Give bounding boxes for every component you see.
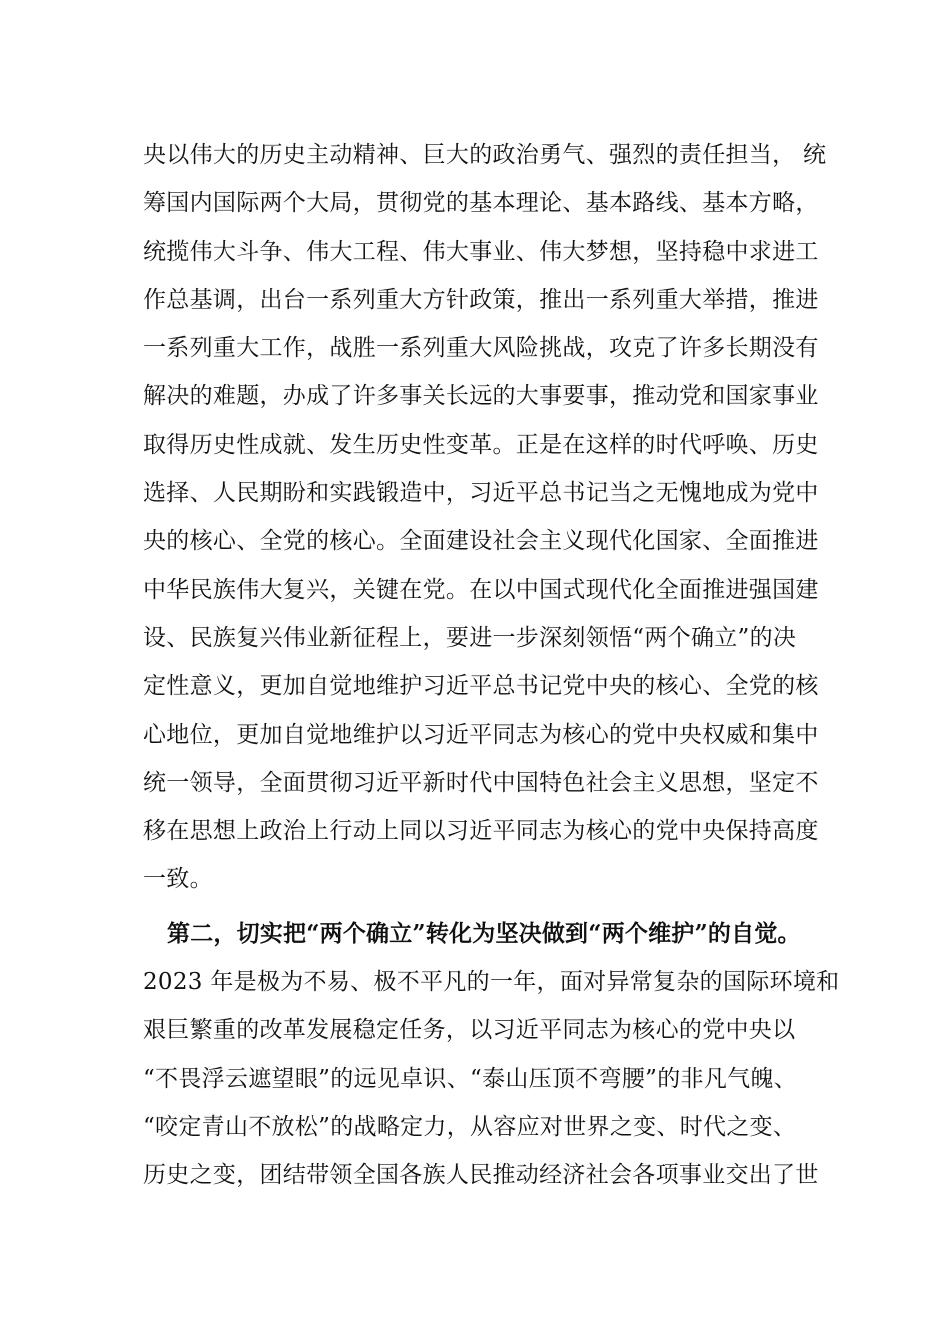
paragraph-2 xyxy=(143,910,840,1200)
text-line: “咬定青山不放松”的战略定力，从容应对世界之变、时代之变、 xyxy=(143,1113,797,1140)
text-line: 选择、人民期盼和实践锻造中，习近平总书记当之无愧地成为党中 xyxy=(143,480,819,507)
text-line: 2023 年是极为不易、极不平凡的一年，面对异常复杂的国际环境和 xyxy=(143,969,840,996)
paragraph-1 xyxy=(143,131,827,904)
text-line: 统一领导，全面贯彻习近平新时代中国特色社会主义思想，坚定不 xyxy=(143,769,819,796)
text-line: 作总基调，出台一系列重大方针政策，推出一系列重大举措，推进 xyxy=(143,286,819,313)
text-line: 心地位，更加自觉地维护以习近平同志为核心的党中央权威和集中 xyxy=(143,721,819,748)
section-heading: 第二，切实把“两个确立”转化为坚决做到“两个维护”的自觉。 xyxy=(167,919,801,947)
text-line: “不畏浮云遮望眼”的远见卓识、“泰山压顶不弯腰”的非凡气魄、 xyxy=(143,1065,798,1092)
text-line: 一致。 xyxy=(143,866,213,893)
text-line: 筹国内国际两个大局，贯彻党的基本理论、基本路线、基本方略， xyxy=(143,190,819,217)
text-line: 央的核心、全党的核心。全面建设社会主义现代化国家、全面推进 xyxy=(143,528,819,555)
text-line: 设、民族复兴伟业新征程上，要进一步深刻领悟“两个确立”的决 xyxy=(143,624,797,651)
text-line: 一系列重大工作，战胜一系列重大风险挑战，攻克了许多长期没有 xyxy=(143,335,819,362)
text-line: 央以伟大的历史主动精神、巨大的政治勇气、强烈的责任担当， 统 xyxy=(143,142,827,168)
body-text xyxy=(143,131,840,1200)
text-line: 移在思想上政治上行动上同以习近平同志为核心的党中央保持高度 xyxy=(143,818,819,845)
text-line: 中华民族伟大复兴，关键在党。在以中国式现代化全面推进强国建 xyxy=(143,576,819,603)
text-line: 艰巨繁重的改革发展稳定任务，以习近平同志为核心的党中央以 xyxy=(143,1017,796,1044)
text-line: 解决的难题，办成了许多事关长远的大事要事，推动党和国家事业 xyxy=(143,383,819,410)
text-line: 历史之变，团结带领全国各族人民推动经济社会各项事业交出了世 xyxy=(143,1162,819,1189)
text-line: 取得历史性成就、发生历史性变革。正是在这样的时代呼唤、历史 xyxy=(143,431,819,458)
text-line: 统揽伟大斗争、伟大工程、伟大事业、伟大梦想，坚持稳中求进工 xyxy=(143,238,819,265)
text-line: 定性意义，更加自觉地维护习近平总书记党中央的核心、全党的核 xyxy=(143,673,819,700)
